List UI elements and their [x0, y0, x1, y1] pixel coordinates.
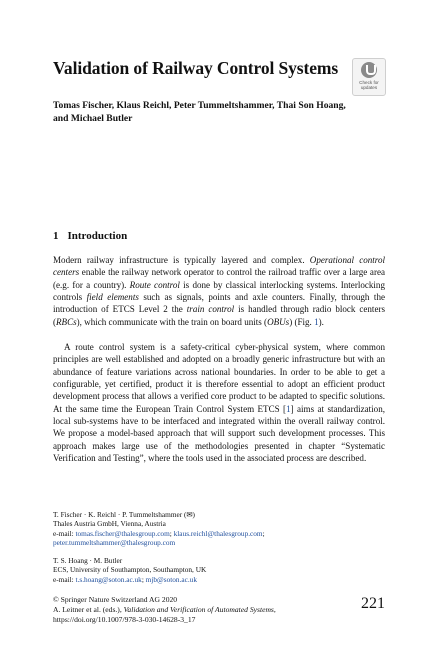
page-number: 221 — [361, 595, 385, 612]
affiliation-1-emails-cont — [53, 538, 393, 547]
affiliation-1-emails — [53, 529, 393, 538]
affiliation-1-org: Thales Austria GmbH, Vienna, Austria — [53, 519, 166, 529]
email-link-fischer[interactable]: tomas.fischer@thalesgroup.com — [75, 528, 170, 538]
doi-link[interactable]: https://doi.org/10.1007/978-3-030-14628-3_17 — [53, 615, 196, 624]
editors-line — [53, 605, 385, 615]
book-title-end: , — [273, 605, 276, 614]
emphasized-term: train control — [186, 304, 235, 315]
copyright-line: © Springer Nature Switzerland AG 2020 — [53, 595, 178, 604]
affiliation-southampton — [53, 556, 393, 584]
paragraph-text: such as signals, points and axle counters. Finally, through the introduction of ETCS Level 2 the — [53, 292, 385, 315]
badge-line-1: Check for — [359, 80, 379, 85]
affiliation-2-names: T. S. Hoang · M. Butler — [53, 556, 123, 565]
paragraph-text: is done by classical interlocking systems. Interlocking controls — [53, 279, 385, 303]
reference-link[interactable]: 1 — [286, 403, 291, 414]
section-number: 1 — [53, 230, 59, 242]
email-separator: ; — [169, 528, 174, 538]
body-paragraph-1 — [53, 254, 385, 328]
paragraph-text: ), which communicate with the train on board units ( — [76, 316, 268, 327]
paragraph-text: enable the railway network operator to control the railroad traffic over a large area (e.g. for a country). — [53, 267, 385, 290]
paragraph-text: ] aims at standardization, local sub-systems have to be interfaced and integrated within the overall railway control. We propose a model-based approach that will support such development processes. This approach makes large use of the methodologies presented in chapter “Systematic Verification and Testing”, where the tools used in the associated process are described. — [53, 403, 385, 464]
emphasized-term: field elements — [86, 292, 139, 303]
author-list — [53, 100, 393, 125]
authors-line-2: and Michael Butler — [53, 112, 133, 124]
email-label: e-mail: — [53, 574, 76, 584]
affiliation-2-org: ECS, University of Southampton, Southampton, UK — [53, 565, 207, 575]
email-link-reichl[interactable]: klaus.reichl@thalesgroup.com — [173, 528, 263, 538]
authors-line-1: Tomas Fischer, Klaus Reichl, Peter Tummeltshammer, Thai Son Hoang, — [53, 100, 346, 111]
paragraph-text: ). — [318, 316, 324, 327]
affiliation-1-names: T. Fischer · K. Reichl · P. Tummeltshammer (✉) — [53, 510, 195, 519]
paper-title: Validation of Railway Control Systems — [53, 58, 339, 78]
emphasized-term: RBCs — [56, 316, 77, 327]
editors-text: A. Leitner et al. (eds.), — [53, 605, 124, 614]
reference-link[interactable]: 1 — [314, 316, 319, 327]
check-for-updates-label — [353, 80, 385, 90]
paragraph-text: ) (Fig. — [289, 316, 315, 327]
check-for-updates-icon — [361, 62, 377, 78]
body-paragraph-2 — [53, 341, 385, 464]
paragraph-text: is handled through radio block centers ( — [53, 304, 385, 327]
affiliation-thales — [53, 510, 393, 547]
paragraph-text: Modern railway infrastructure is typically layered and complex. — [53, 255, 310, 265]
email-link-hoang[interactable]: t.s.hoang@soton.ac.uk — [75, 574, 142, 584]
section-heading — [53, 230, 127, 242]
email-link-butler[interactable]: mjb@soton.ac.uk — [145, 574, 197, 584]
email-link-tummeltshammer[interactable]: peter.tummeltshammer@thalesgroup.com — [53, 537, 176, 547]
section-title: Introduction — [67, 230, 128, 242]
emphasized-term: Route control — [129, 279, 180, 290]
paragraph-text: A route control system is a safety-critical cyber-physical system, where common principles are well established and adopted on a broadly generic infrastructure but with an abundance of feature variations across national boundaries. In order to be able to get a configurable, yet certified, product it is therefore essential to adopt an efficient product development process that allows a verified core product to be adapted to specific solutions. At the same time the European Train Control System ETCS [ — [53, 342, 385, 414]
email-separator: ; — [262, 528, 265, 538]
email-label: e-mail: — [53, 528, 76, 538]
badge-line-2: updates — [360, 85, 378, 90]
doi-line — [53, 615, 385, 625]
book-title: Validation and Verification of Automated Systems — [123, 605, 274, 614]
check-for-updates-badge[interactable] — [352, 58, 386, 96]
emphasized-term: OBUs — [267, 316, 290, 327]
email-separator: ; — [141, 574, 146, 584]
affiliation-2-emails — [53, 575, 393, 584]
emphasized-term: Operational control centers — [53, 255, 385, 278]
